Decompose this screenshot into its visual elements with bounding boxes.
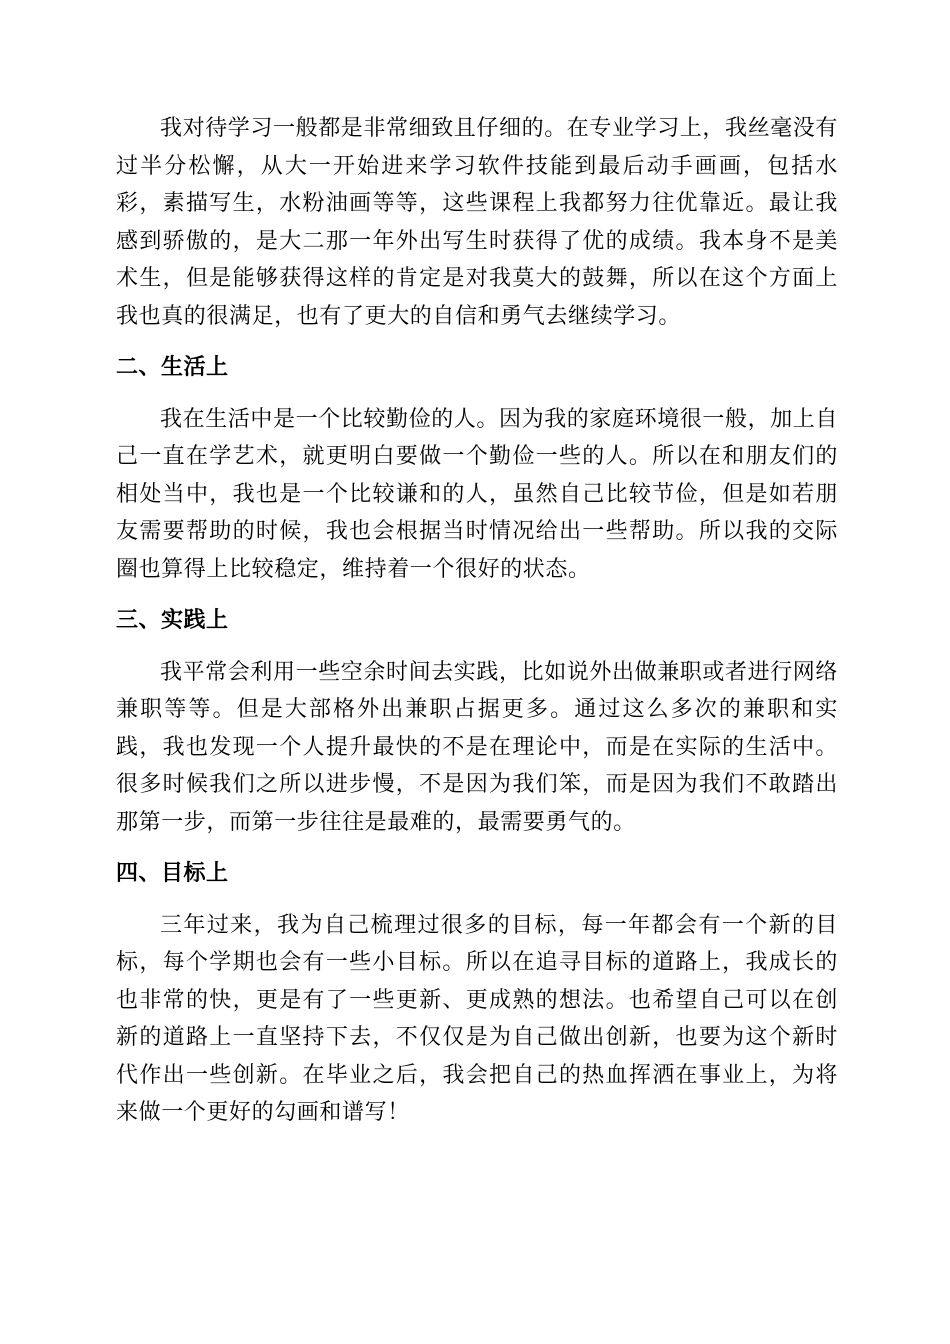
heading-practice: 三、实践上 <box>116 608 229 633</box>
paragraph-study: 我对待学习一般都是非常细致且仔细的。在专业学习上，我丝毫没有过半分松懈，从大一开始进来学习软件技能到最后动手画画，包括水彩，素描写生，水粉油画等等，这些课程上我都努力往优靠近。最让我感到骄傲的，是大二那一年外出写生时获得了优的成绩。我本身不是美术生，但是能够获得这样的肯定是对我莫大的鼓舞，所以在这个方面上我也真的很满足，也有了更大的自信和勇气去继续学习。 <box>116 116 839 329</box>
heading-life: 二、生活上 <box>116 355 229 380</box>
document-page <box>116 110 838 1132</box>
heading-goals: 四、目标上 <box>116 861 229 886</box>
paragraph-practice: 我平常会利用一些空余时间去实践，比如说外出做兼职或者进行网络兼职等等。但是大部格外出兼职占据更多。通过这么多次的兼职和实践，我也发现一个人提升最快的不是在理论中，而是在实际的生活中。很多时候我们之所以进步慢，不是因为我们笨，而是因为我们不敢踏出那第一步，而第一步往往是最难的，最需要勇气的。 <box>116 659 839 835</box>
paragraph-goals: 三年过来，我为自己梳理过很多的目标，每一年都会有一个新的目标，每个学期也会有一些小目标。所以在追寻目标的道路上，我成长的也非常的快，更是有了一些更新、更成熟的想法。也希望自己可以在创新的道路上一直坚持下去，不仅仅是为自己做出创新，也要为这个新时代作出一些创新。在毕业之后，我会把自己的热血挥洒在事业上，为将来做一个更好的勾画和谱写！ <box>116 912 838 1125</box>
paragraph-life: 我在生活中是一个比较勤俭的人。因为我的家庭环境很一般，加上自己一直在学艺术，就更明白要做一个勤俭一些的人。所以在和朋友们的相处当中，我也是一个比较谦和的人，虽然自己比较节俭，但是如若朋友需要帮助的时候，我也会根据当时情况给出一些帮助。所以我的交际圈也算得上比较稳定，维持着一个很好的状态。 <box>116 406 839 582</box>
